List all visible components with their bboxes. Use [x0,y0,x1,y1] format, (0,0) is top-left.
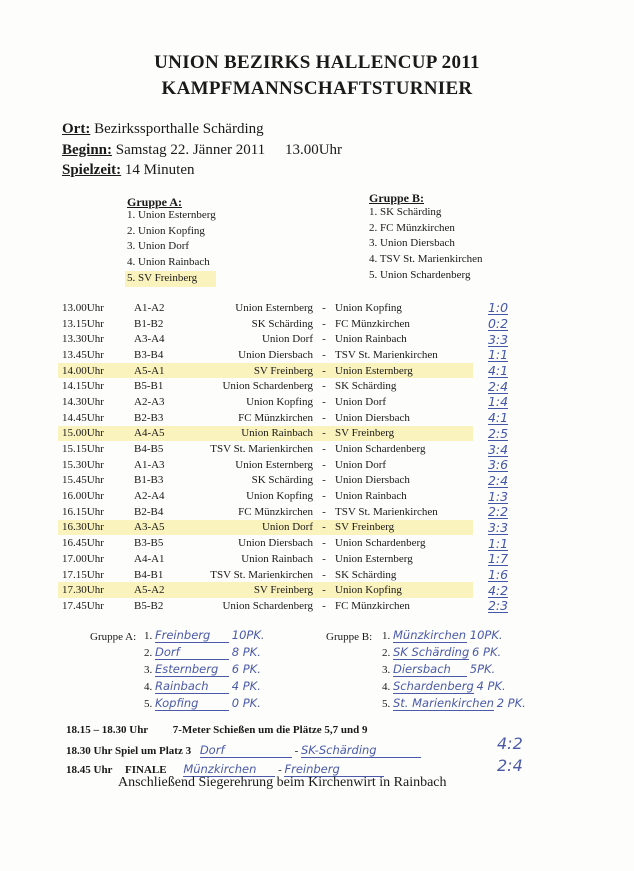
match-away-team: Union Dorf [335,458,387,471]
match-separator: - [322,333,326,346]
match-home-team: Union Schardenberg [222,599,313,612]
match-separator: - [322,348,326,361]
schedule-row [58,426,523,442]
group-a-team: 1. Union Esternberg [127,209,216,221]
match-home-team: Union Dorf [184,520,313,536]
ranking-num: 4. [144,681,153,693]
finals-text: 7-Meter Schießen um die Plätze 5,7 und 9 [172,724,368,736]
match-score: 1:7 [487,551,509,567]
match-home-team: Union Esternberg [235,458,313,471]
match-code: B4-B5 [134,443,164,456]
schedule-row [58,504,523,520]
ranking-team: Rainbach [155,679,229,694]
schedule-row [58,473,523,489]
match-away-team: SK Schärding [335,380,397,393]
ranking-team: Dorf [155,645,229,660]
schedule-row [58,410,523,426]
match-code: A4-A5 [134,426,184,442]
ranking-row [144,645,261,660]
match-time: 15.15Uhr [62,443,104,456]
match-code: A5-A1 [134,363,184,379]
group-b-team: 2. FC Münzkirchen [369,221,455,234]
match-separator: - [322,317,326,330]
group-b-title: Gruppe B: [369,191,425,205]
match-score: 1:1 [487,535,509,551]
closing-line: Anschließend Siegerehrung beim Kirchenwirt in Rainbach [118,775,447,790]
spielzeit-line [62,162,195,179]
schedule-row [58,551,523,567]
ranking-num: 3. [144,664,153,676]
match-away-team: FC Münzkirchen [335,599,410,612]
match-score-cell [473,598,523,614]
ranking-points: 4 PK. [476,679,506,693]
ranking-row [382,696,526,711]
match-code: B3-B4 [134,348,164,361]
match-away-team: SK Schärding [335,568,397,581]
ranking-points: 6 PK. [472,645,502,659]
match-away-team: Union Schardenberg [335,443,426,456]
ort-value: Bezirkssporthalle Schärding [94,121,264,137]
match-score-cell [473,300,523,316]
group-b-team: 3. Union Diersbach [369,237,455,250]
match-home-team: Union Kopfing [246,395,313,408]
match-time: 16.30Uhr [58,520,134,536]
match-code: B5-B1 [134,380,164,393]
match-score: 2:3 [487,598,509,614]
ranking-team: Münzkirchen [393,628,467,642]
match-separator: - [322,490,326,503]
match-score-cell [473,426,523,442]
ort-label: Ort: [62,121,91,137]
title-line-1: UNION BEZIRKS HALLENCUP 2011 [154,52,480,73]
match-time: 14.15Uhr [62,380,104,393]
match-time: 14.30Uhr [62,395,104,408]
match-score-cell [473,378,523,394]
match-code: A2-A4 [134,490,165,503]
match-away-team: Union Kopfing [335,582,473,598]
ranking-team: Schardenberg [393,679,474,693]
match-time: 16.15Uhr [62,505,104,518]
match-away-team: TSV St. Marienkirchen [335,348,438,361]
match-score-cell [473,535,523,551]
match-score: 2:4 [487,378,509,394]
ranking-points: 6 PK. [231,662,261,676]
match-time: 17.30Uhr [58,582,134,598]
match-time: 17.00Uhr [62,552,104,565]
finals-home: Münzkirchen [183,762,275,777]
match-away-team: Union Diersbach [335,474,410,487]
match-home-team: Union Rainbach [241,552,313,565]
match-score-cell [473,441,523,457]
match-score: 3:4 [487,441,509,457]
ranking-team: Diersbach [393,662,467,677]
match-home-team: SV Freinberg [184,363,313,379]
beginn-time: 13.00Uhr [284,142,343,158]
finals-line-3: 18.45 Uhr FINALE Münzkirchen - Freinberg [66,762,384,777]
match-time: 15.30Uhr [62,458,104,471]
schedule-row [58,457,523,473]
match-time: 16.00Uhr [62,490,104,503]
match-score: 4:1 [487,410,509,426]
match-home-team: TSV St. Marienkirchen [210,443,313,456]
match-away-team: Union Schardenberg [335,537,426,550]
ranking-num: 5. [382,698,391,710]
match-time: 17.45Uhr [62,599,104,612]
match-home-team: FC Münzkirchen [238,505,313,518]
finals-line-1 [66,724,367,736]
title-line-2: KAMPFMANNSCHAFTSTURNIER [161,78,473,99]
match-home-team: SK Schärding [251,474,313,487]
match-separator: - [322,443,326,456]
match-away-team: Union Kopfing [335,301,402,314]
ranking-row [382,628,503,643]
ranking-points: 0 PK. [231,696,261,710]
match-separator: - [322,458,326,471]
ranking-team: SK Schärding [393,645,470,659]
finals-away: SK-Schärding [301,743,421,758]
match-away-team: TSV St. Marienkirchen [335,505,438,518]
match-score: 2:2 [487,504,509,520]
match-separator: - [322,395,326,408]
schedule-row [58,363,523,379]
ranking-row [144,628,265,643]
ranking-team: Esternberg [155,662,229,677]
beginn-label: Beginn: [62,142,113,158]
group-a-team: 4. Union Rainbach [127,256,210,269]
match-time: 13.30Uhr [62,333,104,346]
ranking-points: 5PK. [469,662,496,676]
ranking-num: 5. [144,698,153,710]
match-score-cell [473,473,523,489]
match-away-team: Union Rainbach [335,490,407,503]
match-code: A2-A3 [134,395,165,408]
group-a-list [125,208,216,287]
match-home-team: Union Rainbach [184,426,313,442]
group-a-title: Gruppe A: [127,195,183,209]
match-score: 1:4 [487,394,509,410]
match-time: 15.45Uhr [62,474,104,487]
schedule-row [58,567,523,583]
match-away-team: FC Münzkirchen [335,317,410,330]
ranking-points: 10PK. [469,628,503,642]
ranking-num: 4. [382,681,391,693]
ranking-team: Kopfing [155,696,229,711]
ranking-group-b-label: Gruppe B: [326,631,373,643]
match-score: 3:3 [487,519,509,535]
ranking-points: 10PK. [231,628,265,642]
match-home-team: Union Dorf [261,333,313,346]
match-score: 1:0 [487,300,509,316]
schedule-row [58,316,523,332]
match-time: 15.00Uhr [58,426,134,442]
match-code: A4-A1 [134,552,165,565]
ranking-num: 1. [382,630,391,642]
group-b-team: 5. Union Schardenberg [369,268,471,281]
match-time: 13.45Uhr [62,348,104,361]
match-separator: - [322,552,326,565]
ranking-points: 2 PK. [496,696,526,710]
match-away-team: Union Diersbach [335,411,410,424]
match-score-cell [473,363,523,379]
match-code: A1-A3 [134,458,165,471]
match-separator: - [322,505,326,518]
schedule-table [58,300,523,614]
group-b-team: 4. TSV St. Marienkirchen [369,253,483,266]
match-score-cell [473,551,523,567]
ranking-row [144,679,261,694]
match-score: 3:3 [487,331,509,347]
match-separator: - [322,474,326,487]
schedule-row [58,347,523,363]
match-score-cell [473,331,523,347]
match-home-team: Union Esternberg [235,301,313,314]
match-time: 16.45Uhr [62,537,104,550]
match-score-cell [473,488,523,504]
match-home-team: Union Kopfing [246,490,313,503]
match-home-team: TSV St. Marienkirchen [210,568,313,581]
match-code: B4-B1 [134,568,164,581]
finals-score-platz3: 4:2 [497,734,523,753]
group-a-team: 3. Union Dorf [127,240,190,253]
match-home-team: Union Diersbach [238,348,313,361]
beginn-value: Samstag 22. Jänner 2011 [115,142,266,158]
match-separator: - [313,520,335,536]
group-a-team: 5. SV Freinberg [125,271,216,287]
ranking-row [144,696,261,711]
match-home-team: FC Münzkirchen [238,411,313,424]
match-separator: - [322,568,326,581]
match-score-cell [473,582,523,598]
match-score: 2:5 [487,425,509,441]
ranking-team: St. Marienkirchen [393,696,494,710]
finals-time: 18.45 Uhr [66,764,113,776]
match-away-team: Union Dorf [335,395,387,408]
schedule-row [58,582,523,598]
match-separator: - [322,599,326,612]
schedule-row [58,520,523,536]
match-code: B1-B3 [134,474,164,487]
match-code: A5-A2 [134,582,184,598]
match-code: B5-B2 [134,599,164,612]
match-code: B2-B4 [134,505,164,518]
ranking-row [382,662,495,677]
match-score: 4:1 [487,363,509,379]
finals-text: 18.30 Uhr Spiel um Platz 3 [66,745,192,757]
match-separator: - [313,426,335,442]
ranking-row [382,645,501,660]
match-separator: - [322,380,326,393]
match-score: 1:6 [487,567,509,583]
match-score: 0:2 [487,316,509,332]
finals-home: Dorf [200,743,292,758]
match-code: B1-B2 [134,317,164,330]
match-separator: - [313,582,335,598]
match-score-cell [473,316,523,332]
ranking-points: 8 PK. [231,645,261,659]
ranking-num: 2. [144,647,153,659]
ranking-num: 1. [144,630,153,642]
ranking-row [144,662,261,677]
match-separator: - [322,411,326,424]
schedule-row [58,441,523,457]
match-away-team: Union Rainbach [335,333,407,346]
match-score: 3:6 [487,457,509,473]
match-code: B2-B3 [134,411,164,424]
schedule-row [58,488,523,504]
finals-time: 18.15 – 18.30 Uhr [66,724,148,736]
match-score-cell [473,457,523,473]
finals-text: FINALE [125,764,167,776]
ranking-team: Freinberg [155,628,229,643]
ranking-row [382,679,506,694]
match-score: 4:2 [487,582,509,598]
match-score: 2:4 [487,472,509,488]
group-a-team: 2. Union Kopfing [127,224,205,237]
schedule-row [58,535,523,551]
match-code: B3-B5 [134,537,164,550]
match-time: 17.15Uhr [62,568,104,581]
match-away-team: Union Esternberg [335,552,413,565]
finals-line-2: 18.30 Uhr Spiel um Platz 3 Dorf - SK-Schärding [66,743,421,758]
schedule-row [58,331,523,347]
beginn-line [62,142,342,159]
ranking-points: 4 PK. [231,679,261,693]
ranking-num: 2. [382,647,391,659]
match-time: 13.15Uhr [62,317,104,330]
match-code: A1-A2 [134,301,165,314]
match-score-cell [473,394,523,410]
match-score-cell [473,520,523,536]
spielzeit-value: 14 Minuten [124,162,195,178]
match-score-cell [473,504,523,520]
ranking-group-a-label: Gruppe A: [90,631,137,643]
match-time: 13.00Uhr [62,301,104,314]
group-b-team: 1. SK Schärding [369,206,442,218]
match-separator: - [313,363,335,379]
match-separator: - [322,537,326,550]
match-score-cell [473,410,523,426]
match-score-cell [473,567,523,583]
match-home-team: SV Freinberg [184,582,313,598]
match-time: 14.45Uhr [62,411,104,424]
schedule-row [58,394,523,410]
match-score-cell [473,347,523,363]
schedule-row [58,598,523,614]
match-time: 14.00Uhr [58,363,134,379]
match-home-team: Union Schardenberg [222,380,313,393]
spielzeit-label: Spielzeit: [62,162,122,178]
match-separator: - [322,301,326,314]
schedule-row [58,378,523,394]
ranking-num: 3. [382,664,391,676]
group-b-list [367,205,483,284]
match-score: 1:1 [487,347,509,363]
schedule-row [58,300,523,316]
match-away-team: Union Esternberg [335,363,473,379]
finals-away: Freinberg [284,762,384,777]
ort-line [62,121,264,138]
match-code: A3-A5 [134,520,184,536]
match-code: A3-A4 [134,333,165,346]
match-home-team: SK Schärding [251,317,313,330]
finals-score-finale: 2:4 [497,756,523,775]
match-away-team: SV Freinberg [335,426,473,442]
match-home-team: Union Diersbach [238,537,313,550]
match-away-team: SV Freinberg [335,520,473,536]
match-score: 1:3 [487,488,509,504]
